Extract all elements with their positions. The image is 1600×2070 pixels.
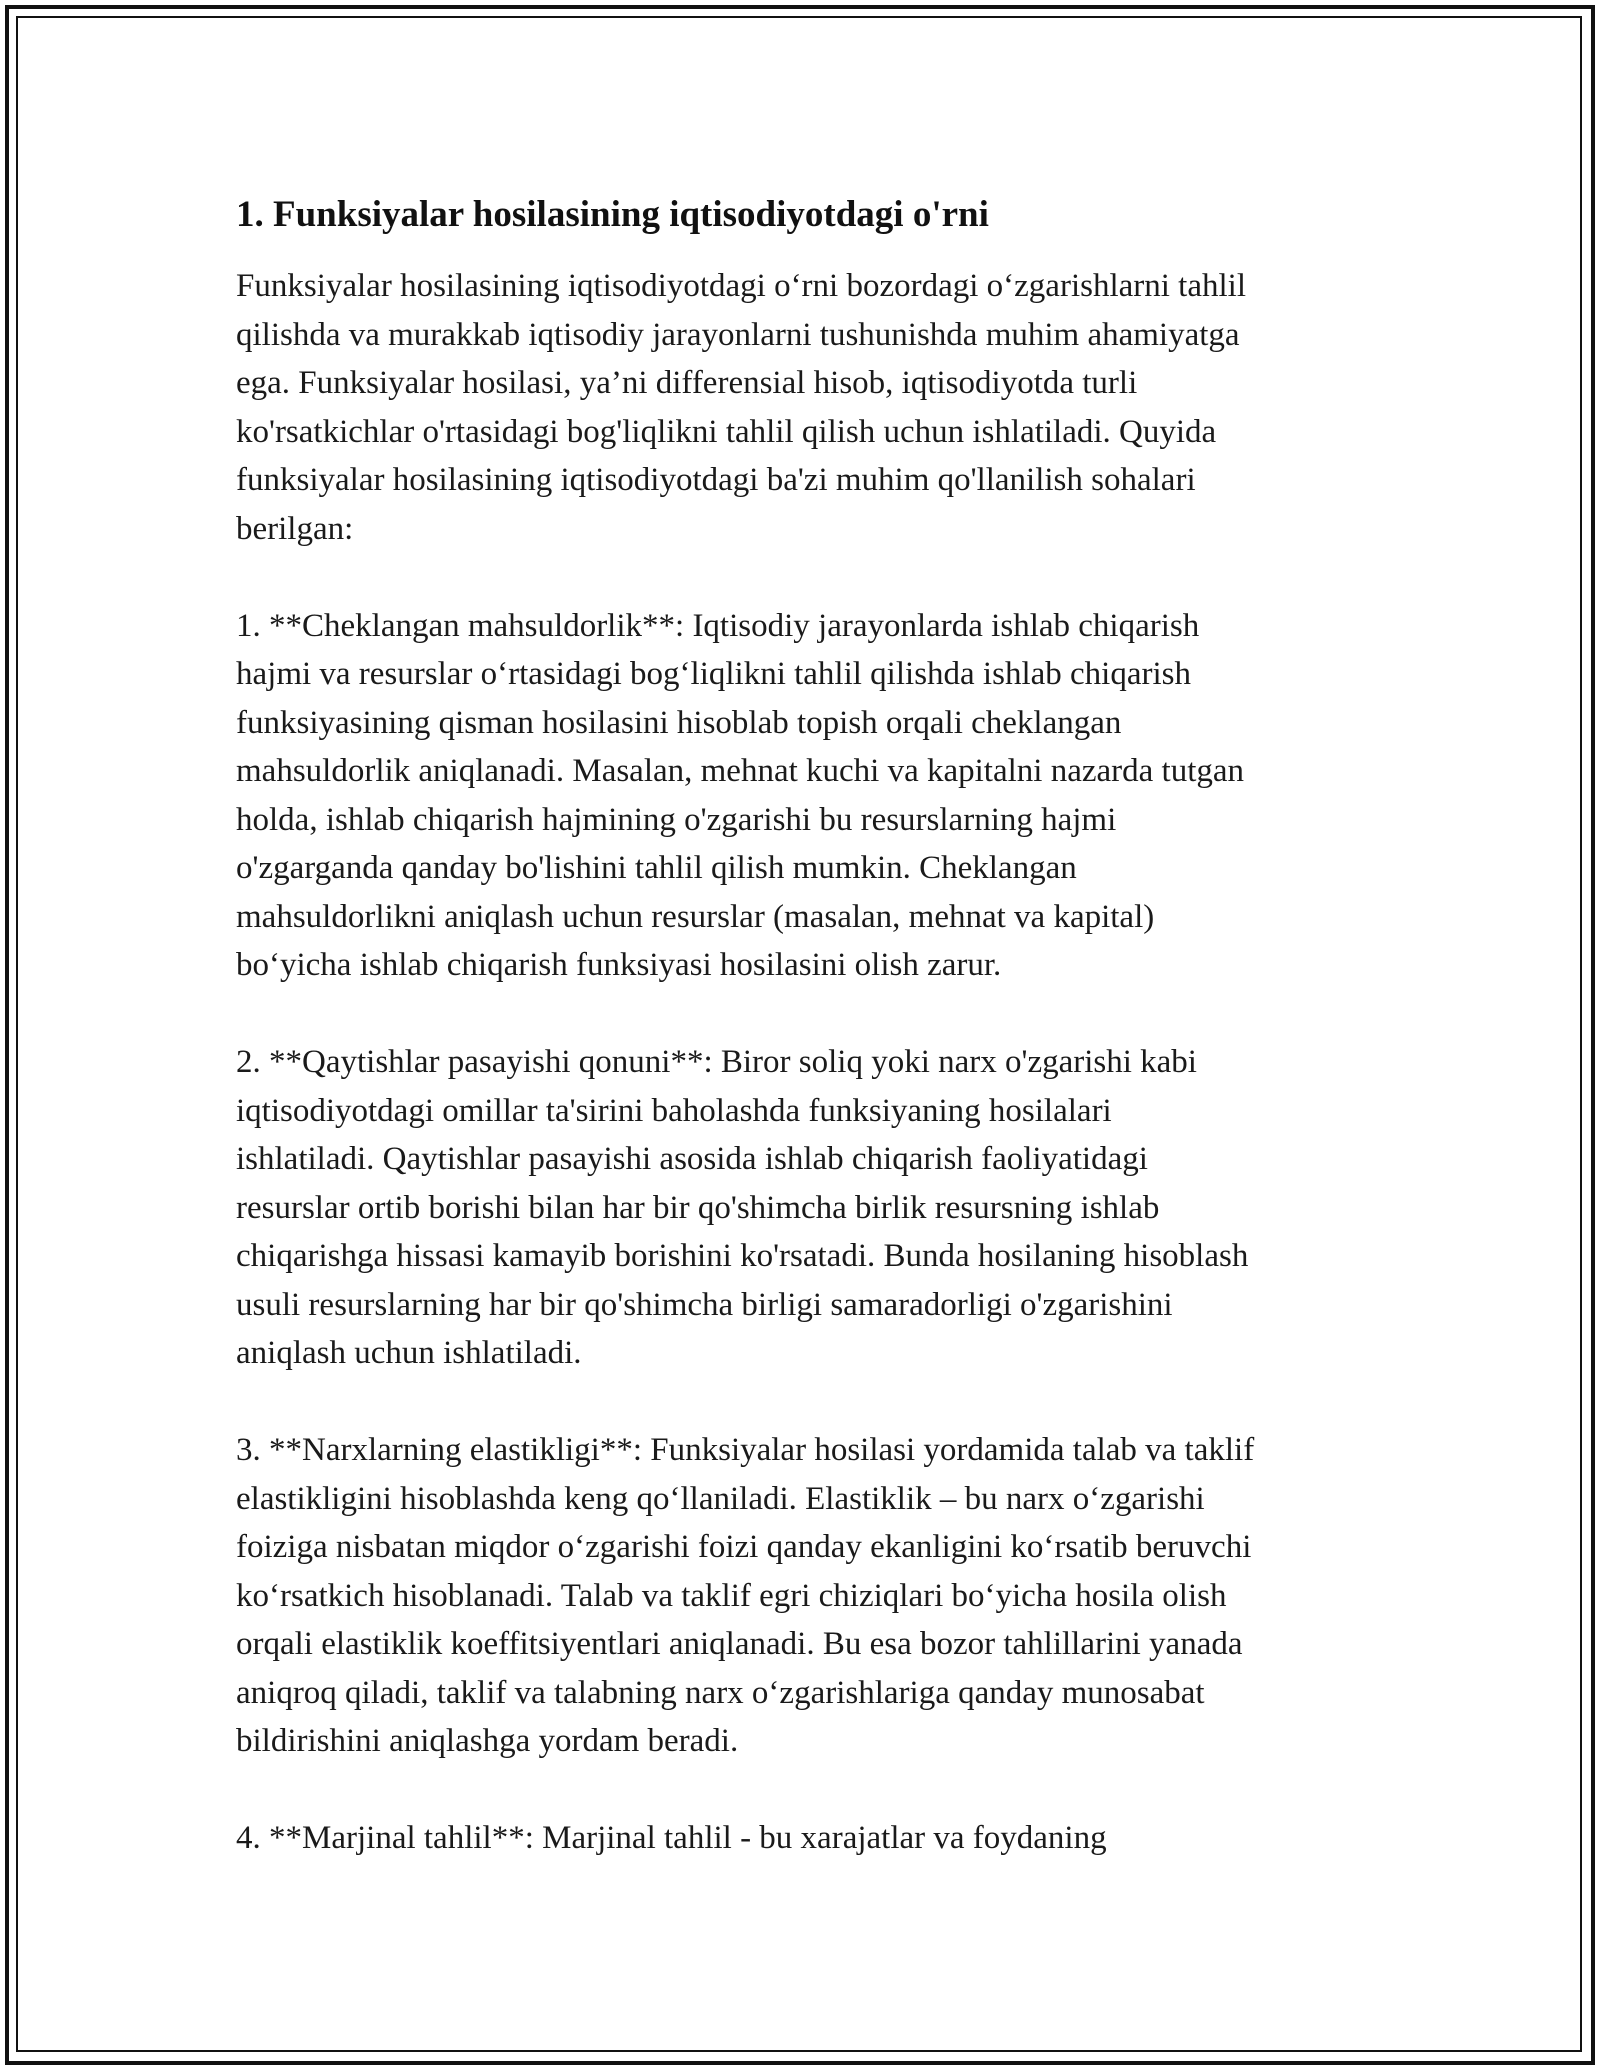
text-line: ega. Funksiyalar hosilasi, ya’ni differensial hisob, iqtisodiyotda turli bbox=[236, 365, 1138, 401]
text-line: hajmi va resurslar o‘rtasidagi bog‘liqlikni tahlil qilishda ishlab chiqarish bbox=[236, 656, 1191, 692]
text-line: ko'rsatkichlar o'rtasidagi bog'liqlikni tahlil qilish uchun ishlatiladi. Quyida bbox=[236, 413, 1217, 450]
list-item-narxlarning-elastikligi bbox=[236, 1426, 1386, 1766]
text-line: funksiyasining qisman hosilasini hisoblab topish orqali cheklangan bbox=[236, 704, 1122, 741]
text-line: chiqarishga hissasi kamayib borishini ko'rsatadi. Bunda hosilaning hisoblash bbox=[236, 1238, 1249, 1274]
text-line: o'zgarganda qanday bo'lishini tahlil qilish mumkin. Cheklangan bbox=[236, 850, 1077, 886]
section-heading: 1. Funksiyalar hosilasining iqtisodiyotdagi o'rni bbox=[236, 194, 989, 235]
text-line: 3. **Narxlarning elastikligi**: Funksiyalar hosilasi yordamida talab va taklif bbox=[236, 1432, 1255, 1468]
document-body bbox=[236, 182, 1386, 1863]
list-item-qaytishlar-pasayishi bbox=[236, 1038, 1386, 1378]
text-line: foiziga nisbatan miqdor o‘zgarishi foizi qanday ekanligini ko‘rsatib beruvchi bbox=[236, 1529, 1252, 1565]
text-line: mahsuldorlik aniqlanadi. Masalan, mehnat kuchi va kapitalni nazarda tutgan bbox=[236, 753, 1245, 789]
text-line: aniqlash uchun ishlatiladi. bbox=[236, 1335, 582, 1371]
text-line: 2. **Qaytishlar pasayishi qonuni**: Biror soliq yoki narx o'zgarishi kabi bbox=[236, 1044, 1197, 1080]
text-line: resurslar ortib borishi bilan har bir qo'shimcha birlik resursning ishlab bbox=[236, 1189, 1160, 1226]
text-line: Funksiyalar hosilasining iqtisodiyotdagi o‘rni bozordagi o‘zgarishlarni tahlil bbox=[236, 268, 1246, 304]
text-line: orqali elastiklik koeffitsiyentlari aniqlanadi. Bu esa bozor tahlillarini yanada bbox=[236, 1626, 1243, 1662]
text-line: elastikligini hisoblashda keng qo‘llaniladi. Elastiklik – bu narx o‘zgarishi bbox=[236, 1480, 1205, 1517]
text-line: ko‘rsatkich hisoblanadi. Talab va taklif egri chiziqlari bo‘yicha hosila olish bbox=[236, 1577, 1227, 1614]
text-line: ishlatiladi. Qaytishlar pasayishi asosida ishlab chiqarish faoliyatidagi bbox=[236, 1141, 1148, 1177]
text-line: bo‘yicha ishlab chiqarish funksiyasi hosilasini olish zarur. bbox=[236, 947, 1002, 983]
text-line: aniqroq qiladi, taklif va talabning narx o‘zgarishlariga qanday munosabat bbox=[236, 1674, 1205, 1711]
list-item-marjinal-tahlil bbox=[236, 1814, 1386, 1863]
text-line: qilishda va murakkab iqtisodiy jarayonlarni tushunishda muhim ahamiyatga bbox=[236, 316, 1240, 353]
text-line: bildirishini aniqlashga yordam beradi. bbox=[236, 1723, 739, 1759]
list-item-cheklangan-mahsuldorlik bbox=[236, 602, 1386, 990]
text-line: 4. **Marjinal tahlil**: Marjinal tahlil - bu xarajatlar va foydaning bbox=[236, 1820, 1107, 1856]
text-line: 1. **Cheklangan mahsuldorlik**: Iqtisodiy jarayonlarda ishlab chiqarish bbox=[236, 607, 1200, 644]
text-line: berilgan: bbox=[236, 510, 354, 547]
text-line: usuli resurslarning har bir qo'shimcha birligi samaradorligi o'zgarishini bbox=[236, 1286, 1173, 1323]
text-line: funksiyalar hosilasining iqtisodiyotdagi ba'zi muhim qo'llanilish sohalari bbox=[236, 462, 1196, 498]
text-line: iqtisodiyotdagi omillar ta'sirini baholashda funksiyaning hosilalari bbox=[236, 1092, 1112, 1129]
text-line: mahsuldorlikni aniqlash uchun resurslar (masalan, mehnat va kapital) bbox=[236, 898, 1155, 935]
text-line: holda, ishlab chiqarish hajmining o'zgarishi bu resurslarning hajmi bbox=[236, 801, 1117, 838]
intro-paragraph bbox=[236, 262, 1386, 553]
